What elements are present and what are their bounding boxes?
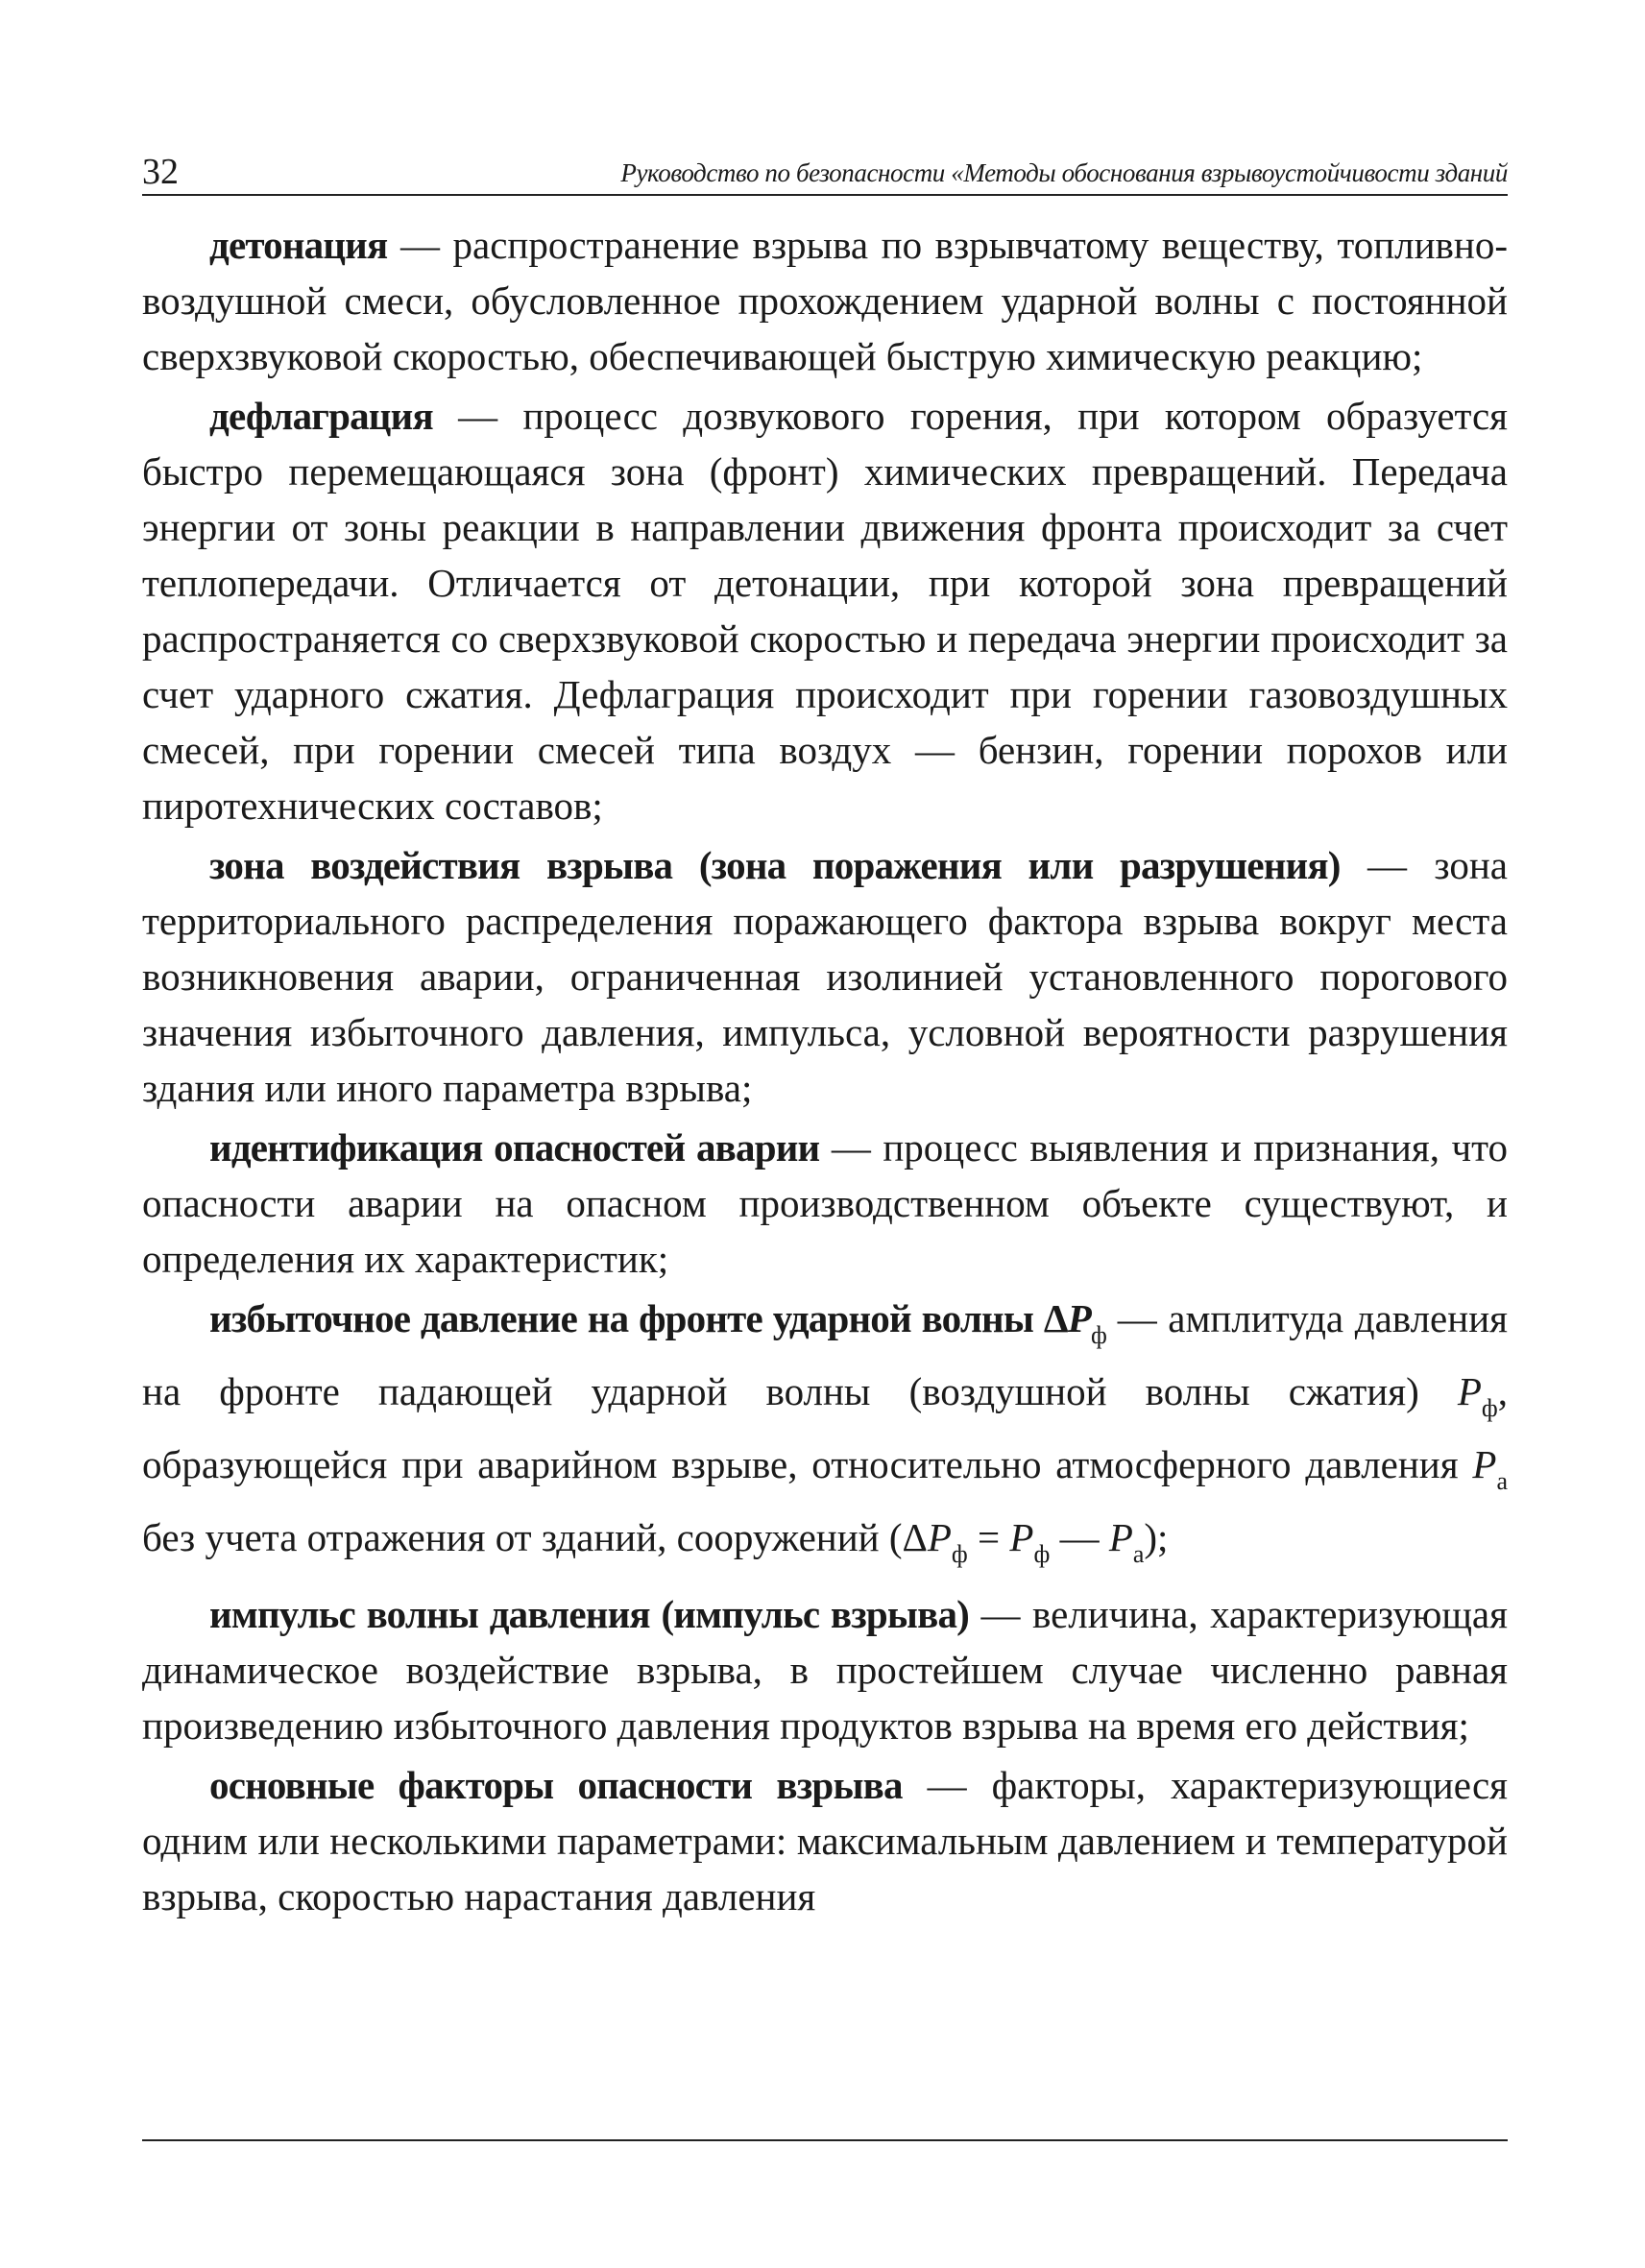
definition-pressure-impulse [142,1586,1508,1753]
overpressure-text-part3: без учета отражения от зданий, сооружений ( [142,1515,903,1559]
running-header-title: Руководство по безопасности «Методы обоснования взрывоустойчивости зданий [620,158,1508,187]
term-deflagration: дефлаграция [209,394,433,438]
subscript-atmospheric: а [1496,1467,1508,1495]
pressure-symbol: P [927,1515,952,1559]
subscript-front: ф [1091,1321,1107,1349]
delta-symbol: Δ [902,1515,928,1559]
document-page [142,144,1508,2141]
subscript-front: ф [951,1540,968,1568]
term-blast-impact-zone: зона воздействия взрыва (зона поражения или разрушения) [209,843,1341,887]
pressure-symbol: P [1067,1296,1092,1340]
definition-deflagration [142,388,1508,833]
pressure-symbol: P [1108,1515,1133,1559]
definition-detonation [142,217,1508,384]
term-overpressure [209,1296,1107,1349]
definition-deflagration-text: — процесс дозвукового горения, при котором образуется быстро перемещающаяся зона (фронт) химических превращений. Передача энергии от зоны реакции в направлении движения фронта происходит за счет теплопередачи. Отличается от детонации, при которой зона превращений распространяется со сверхзвуковой скоростью и передача энергии происходит за счет ударного сжатия. Дефлаграция происходит при горении газовоздушных смесей, при горении смесей типа воздух — бензин, горении порохов или пиротехнических составов; [142,394,1508,828]
subscript-front: ф [1033,1540,1051,1568]
minus-sign: — [1050,1515,1109,1559]
definition-hazard-identification-text: — процесс выявления и признания, что опасности аварии на опасном производственном объекте существуют, и определения их характеристик; [142,1125,1508,1281]
overpressure-text-part4: ); [1144,1515,1169,1559]
subscript-atmospheric: а [1132,1540,1145,1568]
delta-symbol: Δ [1043,1296,1068,1340]
definition-pressure-impulse-text: — величина, характеризующая динамическое воздействие взрыва, в простейшем случае численно равная произведению избыточного давления продуктов взрыва на время его действия; [142,1592,1508,1748]
overpressure-text-part2: , образующейся при аварийном взрыве, относительно атмосферного давления [142,1369,1508,1486]
equals-sign: = [967,1515,1010,1559]
running-header [142,144,1508,196]
bottom-rule [142,2139,1508,2141]
term-overpressure-label: избыточное давление на фронте ударной волны [209,1296,1044,1340]
definition-blast-impact-zone [142,837,1508,1116]
pressure-symbol: P [1472,1442,1497,1486]
overpressure-text-part1: — амплитуда давления на фронте падающей ударной волны (воздушной волны сжатия) [142,1296,1508,1413]
term-pressure-impulse: импульс волны давления (импульс взрыва) [209,1592,970,1636]
definition-main-hazard-factors [142,1757,1508,1924]
pressure-symbol: P [1457,1369,1482,1413]
definition-hazard-identification [142,1120,1508,1287]
pressure-symbol: P [1009,1515,1034,1559]
body-text [142,217,1508,1924]
definition-blast-impact-zone-text: — зона территориального распределения поражающего фактора взрыва вокруг места возникновения аварии, ограниченная изолинией установленного порогового значения избыточного давления, импульса, условной вероятности разрушения здания или иного параметра взрыва; [142,843,1508,1110]
definition-main-hazard-factors-text: — факторы, характеризующиеся одним или несколькими параметрами: максимальным давлением и температурой взрыва, скоростью нарастания давления [142,1763,1508,1918]
definition-detonation-text: — распространение взрыва по взрывчатому веществу, топливно-воздушной смеси, обусловленное прохождением ударной волны с постоянной сверхзвуковой скоростью, обеспечивающей быструю химическую реакцию; [142,223,1508,378]
term-detonation: детонация [209,223,388,267]
subscript-front: ф [1481,1394,1498,1422]
definition-overpressure [142,1291,1508,1582]
page-number: 32 [142,152,179,192]
term-hazard-identification: идентификация опасностей аварии [209,1125,820,1170]
term-main-hazard-factors: основные факторы опасности взрыва [209,1763,903,1807]
